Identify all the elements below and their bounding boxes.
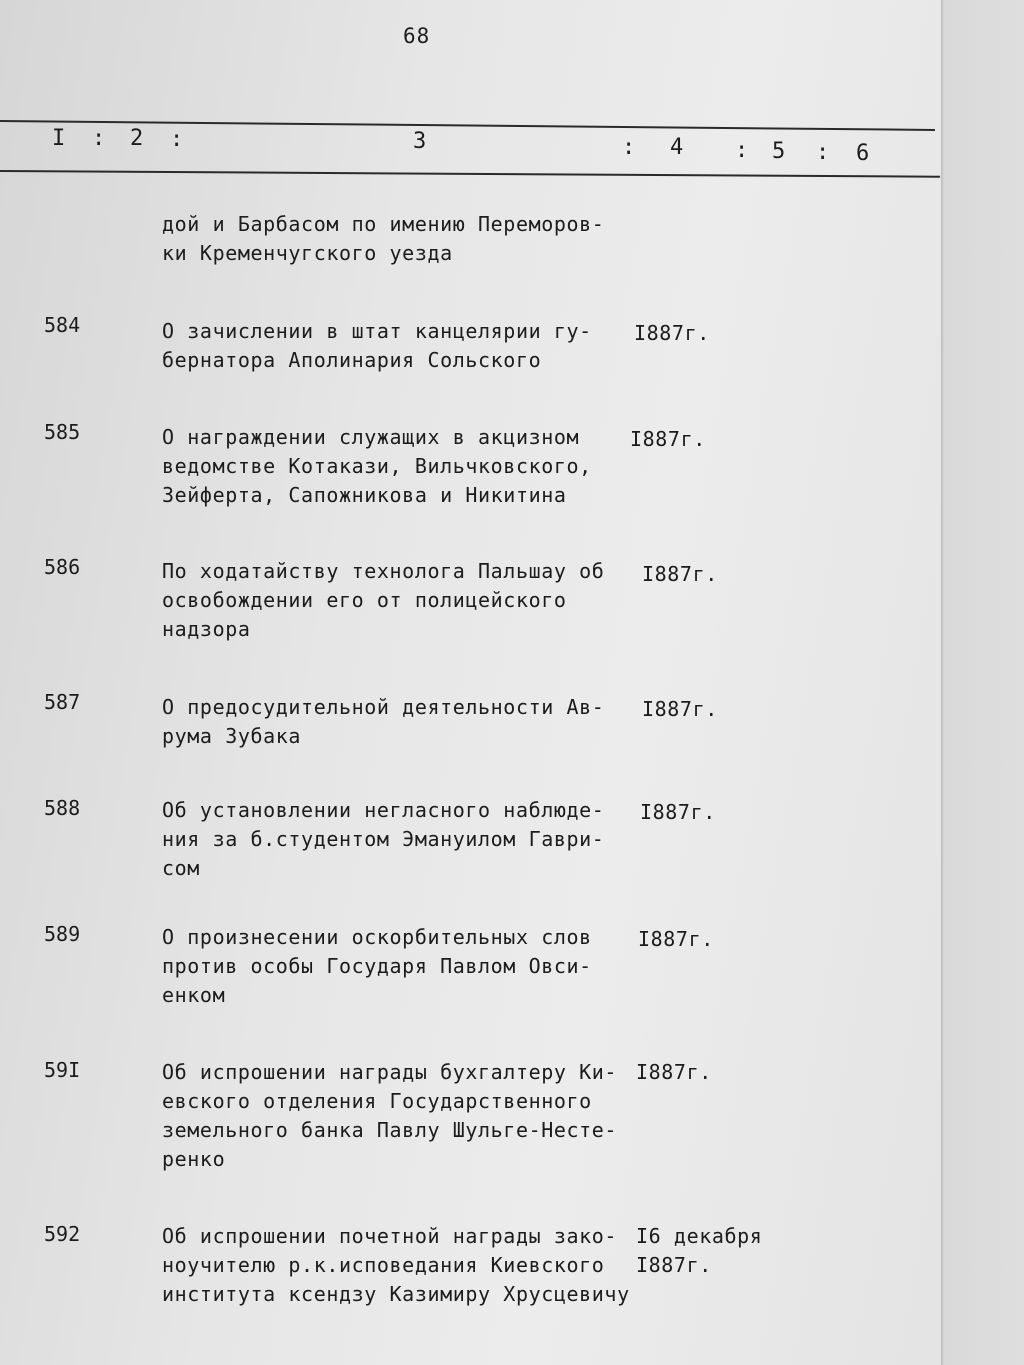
text-line: По ходатайству технолога Пальшау об <box>162 559 605 583</box>
entry-number: 588 <box>44 796 81 820</box>
text-line: ноучителю р.к.исповедания Киевского <box>162 1253 605 1277</box>
text-line: О предосудительной деятельности Ав- <box>162 695 605 719</box>
entry-date: I887г. <box>636 1060 712 1084</box>
text-line: Об испрошении награды бухгалтеру Ки- <box>162 1060 618 1084</box>
text-line: ренко <box>162 1147 226 1171</box>
entry-date: I887г. <box>638 927 714 951</box>
entry-date: I887г. <box>642 562 718 586</box>
entry-description <box>162 557 632 644</box>
column-separator: : <box>170 127 184 152</box>
next-page-edge <box>941 0 1024 1365</box>
column-header-2: 2 <box>130 126 144 151</box>
text-line: ведомстве Котакази, Вильчковского, <box>162 454 592 478</box>
text-line: института ксендзу Казимиру Хрусцевичу <box>162 1282 630 1306</box>
text-line: О зачислении в штат канцелярии гу- <box>162 319 592 343</box>
page-number: 68 <box>403 24 431 48</box>
entry-date: I887г. <box>634 321 710 345</box>
entry-description <box>162 1222 632 1309</box>
column-separator: : <box>622 135 636 160</box>
column-separator: : <box>92 126 106 151</box>
text-line: бернатора Аполинария Сольского <box>162 348 542 372</box>
entry-number: 589 <box>44 922 81 946</box>
column-header-3: 3 <box>413 129 427 154</box>
entry-date: I887г. <box>630 427 706 451</box>
text-line: О произнесении оскорбительных слов <box>162 925 592 949</box>
column-separator: : <box>816 140 830 165</box>
text-line: против особы Государя Павлом Овси- <box>162 954 592 978</box>
text-line: надзора <box>162 617 251 641</box>
text-line: рума Зубака <box>162 724 302 748</box>
text-line: Об установлении негласного наблюде- <box>162 798 605 822</box>
entry-number: 585 <box>44 420 81 444</box>
column-separator: : <box>735 138 749 163</box>
text-line: сом <box>162 856 200 880</box>
entry-number: 587 <box>44 690 81 714</box>
column-header-5: 5 <box>772 139 786 164</box>
continuation-text <box>162 210 632 268</box>
text-line: Зейферта, Сапожникова и Никитина <box>162 483 567 507</box>
entry-description <box>162 423 632 510</box>
column-header-4: 4 <box>670 135 684 160</box>
entry-description <box>162 317 632 375</box>
text-line: Об испрошении почетной награды зако- <box>162 1224 618 1248</box>
column-header-6: 6 <box>856 141 870 166</box>
entry-number: 586 <box>44 555 81 579</box>
text-line: евского отделения Государственного <box>162 1089 592 1113</box>
entry-description <box>162 1058 632 1174</box>
entry-date: I887г. <box>642 697 718 721</box>
entry-description <box>162 693 632 751</box>
entry-description <box>162 923 632 1010</box>
entry-date: I887г. <box>640 800 716 824</box>
text-line: ки Кременчугского уезда <box>162 241 453 265</box>
text-line: освобождении его от полицейского <box>162 588 567 612</box>
text-line: земельного банка Павлу Шульге-Несте- <box>162 1118 618 1142</box>
column-header-1: I <box>52 126 66 151</box>
entry-number: 584 <box>44 313 81 337</box>
text-line: О награждении служащих в акцизном <box>162 425 580 449</box>
entry-date: I6 декабря I887г. <box>636 1224 763 1277</box>
header-rule-bottom <box>0 170 940 178</box>
text-line: енком <box>162 983 226 1007</box>
entry-description <box>162 796 632 883</box>
text-line: дой и Барбасом по имению Переморов- <box>162 212 605 236</box>
text-line: ния за б.студентом Эмануилом Гаври- <box>162 827 605 851</box>
entry-number: 59I <box>44 1058 81 1082</box>
entry-number: 592 <box>44 1222 81 1246</box>
